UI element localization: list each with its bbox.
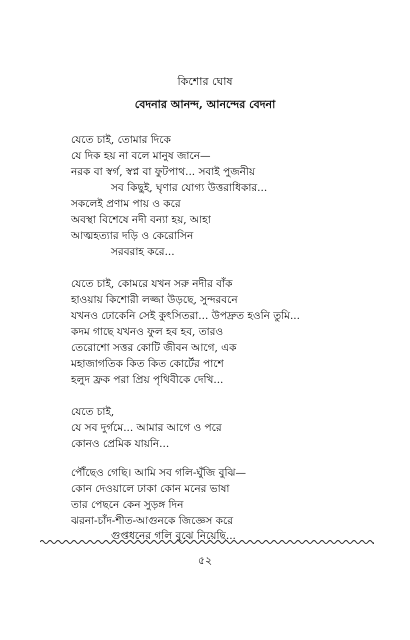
poem-line: কোন দেওয়ালে ঢাকা কোন মনের ভাষা <box>71 483 230 495</box>
poem-line: সব কিছুই, ঘৃণার যোগ্য উত্তরাধিকার... <box>111 182 268 194</box>
poem-line: গুপ্তধনের গলি বুঝে নিয়েছি... <box>111 530 236 542</box>
poem-title: বেদনার আনন্দ, আনন্দের বেদনা <box>134 98 276 111</box>
poem-line: যে সব দুর্গমে... আমার আগে ও পরে <box>71 422 222 434</box>
poem-line: তেরোশো সত্তর কোটি জীবন আগে, এক <box>71 342 237 354</box>
poem-line: অবস্থা বিশেষে নদী বন্যা হয়, আহা <box>71 214 211 226</box>
poem-line: যখনও ঢোকেনি সেই কুৎসিতরা... উপদ্রুত হওনি তুমি... <box>71 310 300 322</box>
page-number: ৫২ <box>197 554 213 567</box>
wavy-divider <box>40 539 374 545</box>
poem-line: যে দিক হয় না বলে মানুষ জানে— <box>71 150 211 162</box>
poem-line: কোনও প্রেমিক যায়নি... <box>71 438 170 450</box>
poem-line: পৌঁছেও গেছি। আমি সব গলি-ঘুঁজি বুঝি— <box>71 467 246 479</box>
poem-line: হাওয়ায় কিশোরী লজ্জা উড়ছে, সুন্দরবনে <box>71 294 238 306</box>
poem-line: যেতে চাই, কোমরে যখন সরু নদীর বাঁক <box>71 278 233 290</box>
poem-line: যেতে চাই, তোমার দিকে <box>71 134 171 146</box>
poem-line: সরবরাহ করে... <box>111 246 175 258</box>
poem-line: নরক বা স্বর্গ, স্বপ্ন বা ফুটপাথ... সবাই পুজনীয় <box>71 166 256 178</box>
poem-line: ঝরনা-চাঁদ-শীত-আগুনকে জিজ্ঞেস করে <box>71 515 234 527</box>
poem-line: হলুদ ফ্রক পরা প্রিয় পৃথিবীকে দেখি... <box>71 374 224 386</box>
poem-line: সকলেই প্রণাম পায় ও করে <box>71 198 181 210</box>
poem-line: আত্মহত্যার দড়ি ও কেরোসিন <box>71 230 194 242</box>
poem-line: মহাজাগতিক কিত কিত কোর্টের পাশে <box>71 358 224 370</box>
poem-line: কদম গাছে যখনও ফুল হব হব, তারও <box>71 326 224 338</box>
poem-line: তার পেছনে কেন সুড়ঙ্গ দিন <box>71 499 184 511</box>
poet-name: কিশোর ঘোষ <box>177 75 233 88</box>
poem-line: যেতে চাই, <box>71 406 115 418</box>
